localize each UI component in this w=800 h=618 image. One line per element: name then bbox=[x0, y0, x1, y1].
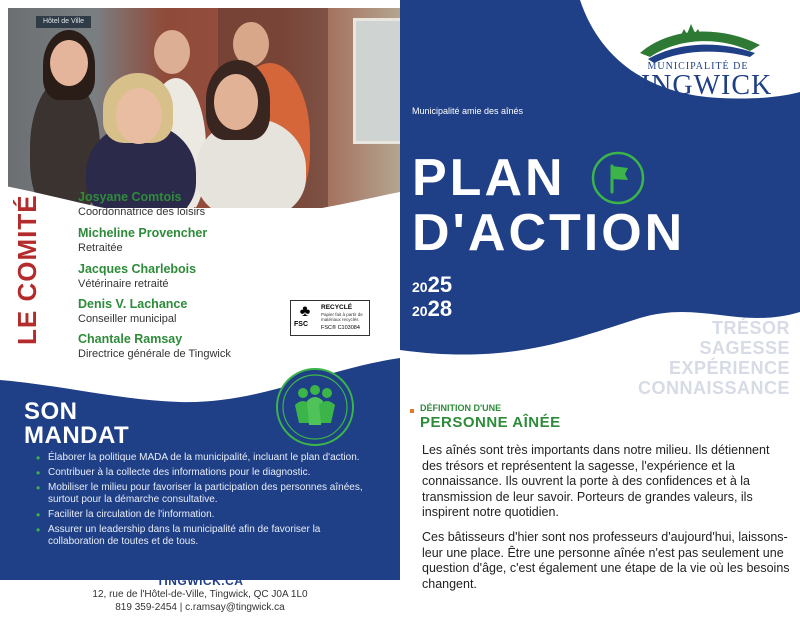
fsc-recycled-text: RECYCLÉ bbox=[321, 304, 353, 311]
year-start-prefix: 20 bbox=[412, 279, 428, 295]
member-name: Denis V. Lachance bbox=[78, 297, 188, 311]
person-1-face bbox=[50, 40, 88, 86]
member-2 bbox=[78, 226, 207, 255]
amie-des-aines: Municipalité amie des aînés bbox=[412, 106, 524, 116]
logo-main-text: TINGWICK bbox=[622, 70, 773, 101]
website-link[interactable]: TINGWICK.CA bbox=[156, 574, 244, 588]
member-role: Retraitée bbox=[78, 242, 123, 254]
member-1 bbox=[78, 190, 205, 219]
list-item: • Assurer un leadership dans la municipalité afin de favoriser la collaboration de toutes et de tous. bbox=[36, 524, 376, 548]
photo-window bbox=[353, 18, 400, 144]
list-item: • Contribuer à la collecte des informations pour le diagnostic. bbox=[36, 467, 376, 479]
flag-icon bbox=[590, 150, 646, 206]
address: 12, rue de l'Hôtel-de-Ville, Tingwick, QC J0A 1L0 bbox=[92, 589, 308, 600]
definition-title: PERSONNE AÎNÉE bbox=[420, 414, 561, 431]
definition-paragraph-2: Ces bâtisseurs d'hier sont nos professeurs d'aujourd'hui, laissons-leur une place. Être une personne aînée n'est pas seulement une question d'âge, c'est également une étape de la vie où les besoins changent. bbox=[422, 530, 790, 591]
values-list bbox=[600, 318, 790, 398]
member-name: Jacques Charlebois bbox=[78, 262, 197, 276]
person-3-face bbox=[154, 30, 190, 74]
fsc-subtext: Papier fait à partir de matériaux recyclés bbox=[321, 312, 363, 322]
phone-email: 819 359-2454 | c.ramsay@tingwick.ca bbox=[115, 602, 285, 613]
member-name: Chantale Ramsay bbox=[78, 332, 183, 346]
comite-title: LE COMITÉ bbox=[12, 194, 42, 345]
value-item: TRÉSOR bbox=[711, 318, 790, 338]
member-role: Directrice générale de Tingwick bbox=[78, 348, 231, 360]
member-4 bbox=[78, 297, 187, 326]
logo-top-text: MUNICIPALITÉ DE bbox=[647, 61, 749, 72]
fsc-recycled-label bbox=[290, 300, 370, 336]
title-plan: PLAN bbox=[412, 149, 566, 207]
mandat-title-line2: MANDAT bbox=[24, 422, 130, 449]
list-item: • Élaborer la politique MADA de la municipalité, incluant le plan d'action. bbox=[36, 452, 376, 464]
member-name: Josyane Comtois bbox=[78, 190, 182, 204]
fsc-code: FSC® C103084 bbox=[321, 325, 360, 331]
member-name: Micheline Provencher bbox=[78, 226, 208, 240]
mandat-title bbox=[24, 400, 129, 448]
year-end-suffix: 28 bbox=[427, 296, 453, 321]
fsc-mark: FSC bbox=[294, 321, 308, 328]
right-panel bbox=[400, 0, 800, 618]
person-2-face bbox=[116, 88, 162, 144]
photo-sign: Hôtel de Ville bbox=[36, 16, 91, 28]
list-item: • Faciliter la circulation de l'information. bbox=[36, 509, 376, 521]
member-role: Vétérinaire retraité bbox=[78, 278, 169, 290]
member-role: Coordonnatrice des loisirs bbox=[78, 206, 206, 218]
logo-hills-icon bbox=[610, 15, 790, 65]
member-role: Conseiller municipal bbox=[78, 313, 177, 325]
year-start-suffix: 25 bbox=[427, 272, 453, 297]
seniors-group-icon bbox=[273, 365, 357, 449]
fsc-tree-icon: ♣ bbox=[299, 303, 311, 320]
person-5-face bbox=[214, 74, 258, 130]
municipality-logo bbox=[610, 15, 790, 100]
definition-paragraph-1: Les aînés sont très importants dans notre milieu. Ils détiennent des trésors et représentent la sagesse, l'expérience et la connaissance. Ils ouvrent la porte à des confidences et à la transmission de leur savoir. Porteurs de grandes valeurs, ils inspirent notre quotidien. bbox=[422, 443, 770, 519]
definition-label: DÉFINITION D'UNE bbox=[420, 403, 502, 413]
contact-block bbox=[0, 574, 400, 614]
definition-marker bbox=[410, 409, 414, 413]
mandat-title-line1: SON bbox=[24, 398, 78, 425]
mandat-list bbox=[36, 452, 376, 551]
value-item: EXPÉRIENCE bbox=[668, 358, 790, 378]
value-item: CONNAISSANCE bbox=[637, 378, 790, 398]
value-item: SAGESSE bbox=[699, 338, 790, 358]
title-daction: D'ACTION bbox=[412, 204, 686, 262]
member-3 bbox=[78, 262, 196, 291]
year-end-prefix: 20 bbox=[412, 303, 428, 319]
list-item: • Mobiliser le milieu pour favoriser la participation des personnes aînées, surtout pour la démarche consultative. bbox=[36, 482, 376, 506]
